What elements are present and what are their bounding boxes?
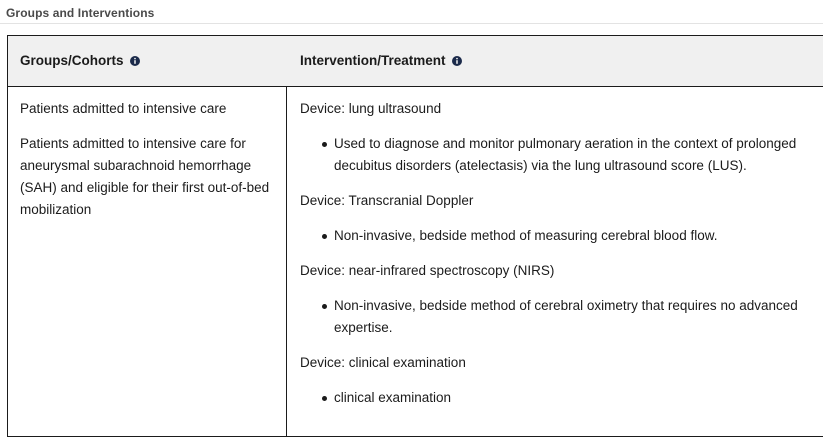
intervention-device: Device: Transcranial Doppler [300, 193, 474, 208]
groups-interventions-table [7, 35, 823, 437]
bullet-text: Non-invasive, bedside method of measuring cerebral blood flow. [334, 228, 718, 243]
bullet-text: Non-invasive, bedside method of cerebral oximetry that requires no advanced expertise. [334, 298, 798, 335]
info-circle-icon[interactable] [130, 56, 140, 66]
header-intervention-treatment [300, 53, 462, 68]
header-groups-label: Groups/Cohorts [20, 53, 124, 68]
section-header [0, 0, 823, 24]
section-title: Groups and Interventions [6, 6, 155, 20]
bullet-dot-icon [322, 234, 327, 239]
group-title: Patients admitted to intensive care [20, 101, 227, 116]
bullet-dot-icon [322, 396, 327, 401]
info-circle-icon[interactable] [452, 56, 462, 66]
intervention-device: Device: lung ultrasound [300, 101, 442, 116]
table-header-row [8, 36, 823, 87]
bullet-text: Used to diagnose and monitor pulmonary aeration in the context of prolonged decubitus disorders (atelectasis) via the lung ultrasound score (LUS). [334, 136, 797, 173]
bullet-dot-icon [322, 142, 327, 147]
bullet-text: clinical examination [334, 390, 452, 405]
header-groups-cohorts [20, 53, 140, 68]
column-divider [286, 36, 287, 436]
intervention-device: Device: clinical examination [300, 355, 466, 370]
group-description: Patients admitted to intensive care for aneurysmal subarachnoid hemorrhage (SAH) and eligible for their first out-of-bed mobilization [20, 136, 270, 217]
header-intervention-label: Intervention/Treatment [300, 53, 446, 68]
bullet-dot-icon [322, 304, 327, 309]
intervention-device: Device: near-infrared spectroscopy (NIRS) [300, 263, 555, 278]
